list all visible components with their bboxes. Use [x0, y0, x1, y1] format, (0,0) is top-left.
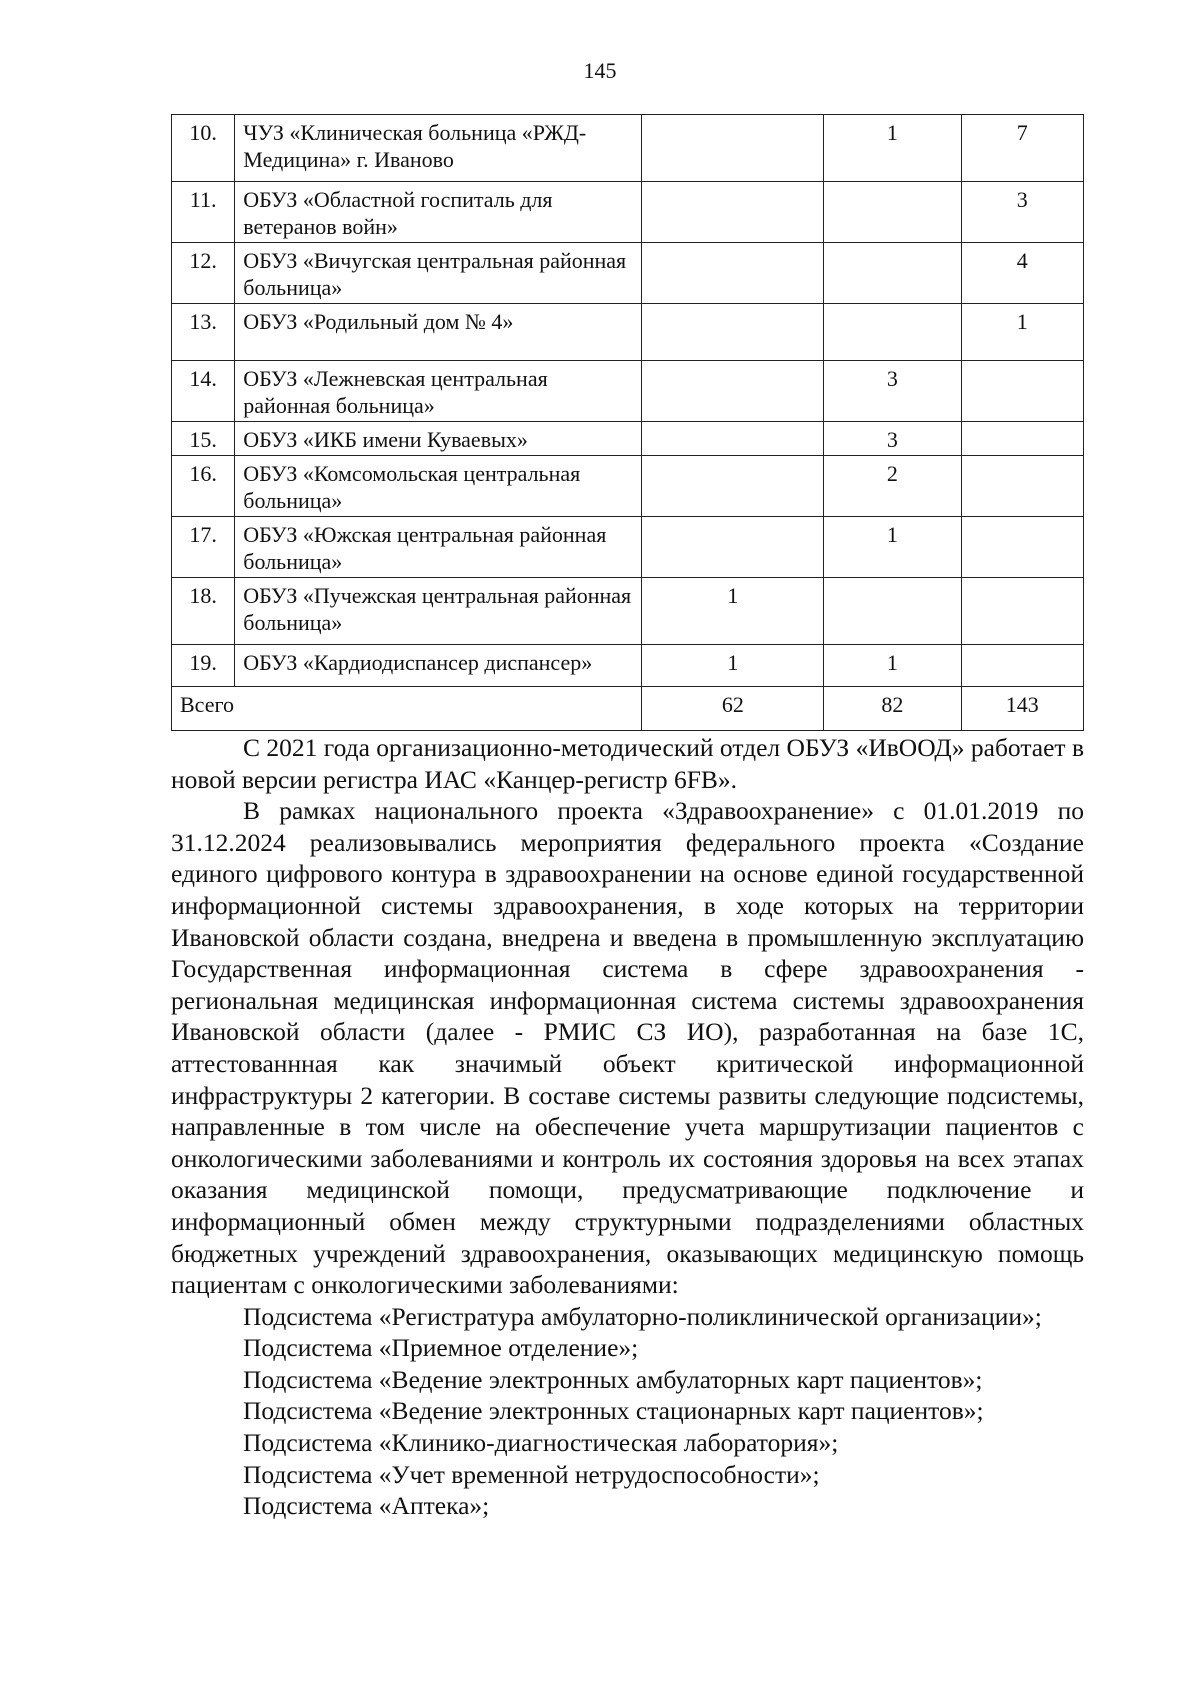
row-number: 19.: [172, 645, 235, 687]
row-number: 10.: [172, 115, 235, 182]
table-row: [172, 243, 1084, 304]
institution-name: ОБУЗ «ИКБ имени Куваевых»: [235, 422, 642, 456]
value-col-1: [642, 182, 824, 243]
table-row: [172, 422, 1084, 456]
institution-name: ОБУЗ «Южская центральная районная больница»: [235, 517, 642, 578]
value-col-3: 3: [961, 182, 1083, 243]
paragraph: Подсистема «Ведение электронных стационарных карт пациентов»;: [243, 1396, 984, 1426]
institution-name: ОБУЗ «Лежневская центральная районная больница»: [235, 361, 642, 422]
value-col-1: [642, 304, 824, 361]
row-number: 18.: [172, 578, 235, 645]
institution-name: ОБУЗ «Пучежская центральная районная больница»: [235, 578, 642, 645]
institution-name: ЧУЗ «Клиническая больница «РЖД-Медицина» г. Иваново: [235, 115, 642, 182]
total-label: Всего: [172, 687, 642, 731]
value-col-3: 1: [961, 304, 1083, 361]
value-col-1: [642, 422, 824, 456]
value-col-1: [642, 361, 824, 422]
value-col-2: 3: [824, 361, 961, 422]
row-number: 11.: [172, 182, 235, 243]
institution-name: ОБУЗ «Комсомольская центральная больница»: [235, 456, 642, 517]
row-number: 14.: [172, 361, 235, 422]
total-col-1: 62: [642, 687, 824, 731]
paragraph: Подсистема «Приемное отделение»;: [243, 1333, 639, 1363]
paragraph: В рамках национального проекта «Здравоохранение» с 01.01.2019 по 31.12.2024 реализовывались мероприятия федерального проекта «Создание единого цифрового контура в здравоохранении на основе единой государственной информационной системы здравоохранения, в ходе которых на территории Ивановской области создана, внедрена и введена в промышленную эксплуатацию Государственная информационная система в сфере здравоохранения - региональная медицинская информационная система системы здравоохранения Ивановской области (далее - РМИС СЗ ИО), разработанная на базе 1С, аттестованнная как значимый объект критической информационной инфраструктуры 2 категории. В составе системы развиты следующие подсистемы, направленные в том числе на обеспечение учета маршрутизации пациентов с онкологическими заболеваниями и контроль их состояния здоровья на всех этапах оказания медицинской помощи, предусматривающие подключение и информационный обмен между структурными подразделениями областных бюджетных учреждений здравоохранения, оказывающих медицинскую помощь пациентам с онкологическими заболеваниями:: [171, 796, 1084, 1300]
table-row: [172, 304, 1084, 361]
table-row: [172, 578, 1084, 645]
total-col-3: 143: [961, 687, 1083, 731]
paragraph: Подсистема «Регистратура амбулаторно-поликлинической организации»;: [243, 1301, 1042, 1331]
paragraph: Подсистема «Учет временной нетрудоспособности»;: [243, 1459, 820, 1489]
value-col-3: [961, 456, 1083, 517]
value-col-2: 3: [824, 422, 961, 456]
value-col-2: [824, 182, 961, 243]
table-row: [172, 182, 1084, 243]
page-number: 145: [583, 58, 617, 83]
value-col-3: 7: [961, 115, 1083, 182]
paragraph: Подсистема «Клинико-диагностическая лаборатория»;: [243, 1428, 839, 1458]
table-row: [172, 361, 1084, 422]
table-row: [172, 645, 1084, 687]
value-col-3: [961, 361, 1083, 422]
value-col-2: 1: [824, 645, 961, 687]
value-col-1: [642, 517, 824, 578]
value-col-1: [642, 243, 824, 304]
value-col-2: 1: [824, 115, 961, 182]
table-total-row: [172, 687, 1084, 731]
value-col-2: [824, 578, 961, 645]
row-number: 13.: [172, 304, 235, 361]
value-col-3: [961, 517, 1083, 578]
row-number: 16.: [172, 456, 235, 517]
paragraph: С 2021 года организационно-методический отдел ОБУЗ «ИвООД» работает в новой версии регистра ИАС «Канцер-регистр 6FB».: [171, 733, 1084, 794]
value-col-3: [961, 578, 1083, 645]
row-number: 12.: [172, 243, 235, 304]
value-col-2: [824, 304, 961, 361]
value-col-2: 1: [824, 517, 961, 578]
institution-name: ОБУЗ «Кардиодиспансер диспансер»: [235, 645, 642, 687]
institutions-table: [171, 114, 1084, 731]
table-row: [172, 517, 1084, 578]
value-col-1: [642, 115, 824, 182]
value-col-1: 1: [642, 578, 824, 645]
row-number: 17.: [172, 517, 235, 578]
value-col-3: [961, 422, 1083, 456]
institution-name: ОБУЗ «Родильный дом № 4»: [235, 304, 642, 361]
table-row: [172, 115, 1084, 182]
row-number: 15.: [172, 422, 235, 456]
institution-name: ОБУЗ «Областной госпиталь для ветеранов войн»: [235, 182, 642, 243]
value-col-3: [961, 645, 1083, 687]
institution-name: ОБУЗ «Вичугская центральная районная больница»: [235, 243, 642, 304]
paragraph: Подсистема «Ведение электронных амбулаторных карт пациентов»;: [243, 1364, 983, 1394]
table-row: [172, 456, 1084, 517]
value-col-2: 2: [824, 456, 961, 517]
value-col-1: [642, 456, 824, 517]
value-col-2: [824, 243, 961, 304]
body-text: [171, 732, 1084, 1522]
value-col-3: 4: [961, 243, 1083, 304]
value-col-1: 1: [642, 645, 824, 687]
paragraph: Подсистема «Аптека»;: [243, 1491, 490, 1521]
total-col-2: 82: [824, 687, 961, 731]
